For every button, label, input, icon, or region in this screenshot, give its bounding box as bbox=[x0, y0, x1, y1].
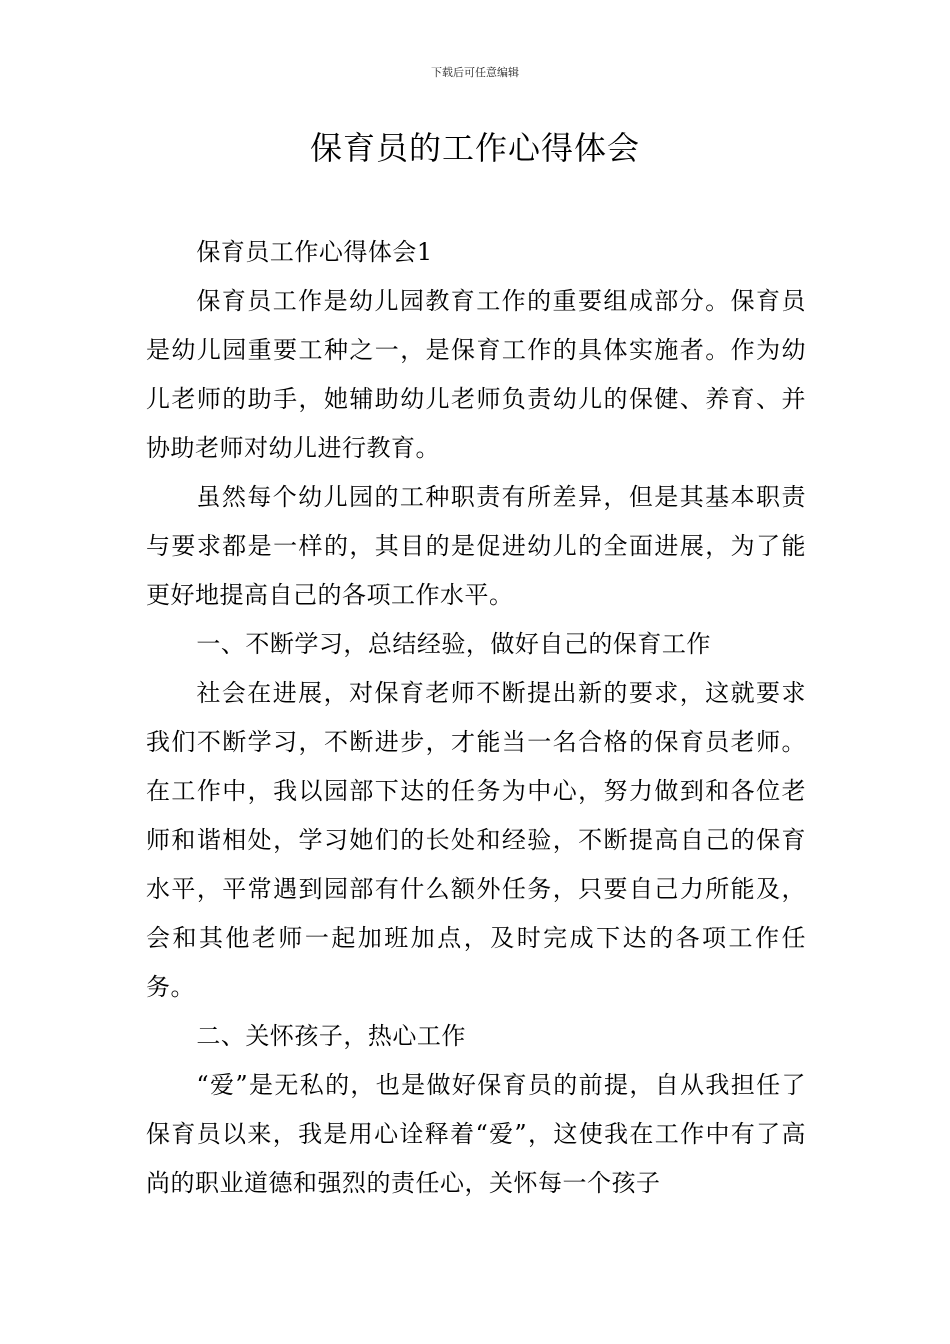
page-header-note: 下载后可任意编辑 bbox=[431, 66, 519, 79]
section-heading: 保育员工作心得体会1 bbox=[196, 238, 433, 266]
document-body bbox=[146, 228, 806, 1208]
subsection-heading: 一、不断学习，总结经验，做好自己的保育工作 bbox=[196, 630, 711, 658]
body-paragraph: “爱”是无私的，也是做好保育员的前提，自从我担任了保育员以来，我是用心诠释着“爱”，这使我在工作中有了高尚的职业道德和强烈的责任心，关怀每一个孩子 bbox=[146, 1071, 806, 1197]
body-paragraph: 社会在进展，对保育老师不断提出新的要求，这就要求我们不断学习，不断进步，才能当一名合格的保育员老师。在工作中，我以园部下达的任务为中心，努力做到和各位老师和谐相处，学习她们的长处和经验，不断提高自己的保育水平，平常遇到园部有什么额外任务，只要自己力所能及，会和其他老师一起加班加点，及时完成下达的各项工作任务。 bbox=[146, 679, 806, 1001]
body-paragraph: 保育员工作是幼儿园教育工作的重要组成部分。保育员是幼儿园重要工种之一，是保育工作的具体实施者。作为幼儿老师的助手，她辅助幼儿老师负责幼儿的保健、养育、并协助老师对幼儿进行教育。 bbox=[146, 287, 806, 462]
body-paragraph: 虽然每个幼儿园的工种职责有所差异，但是其基本职责与要求都是一样的，其目的是促进幼儿的全面进展，为了能更好地提高自己的各项工作水平。 bbox=[146, 483, 806, 609]
document-title: 保育员的工作心得体会 bbox=[309, 129, 640, 167]
subsection-heading: 二、关怀孩子，热心工作 bbox=[196, 1022, 466, 1050]
